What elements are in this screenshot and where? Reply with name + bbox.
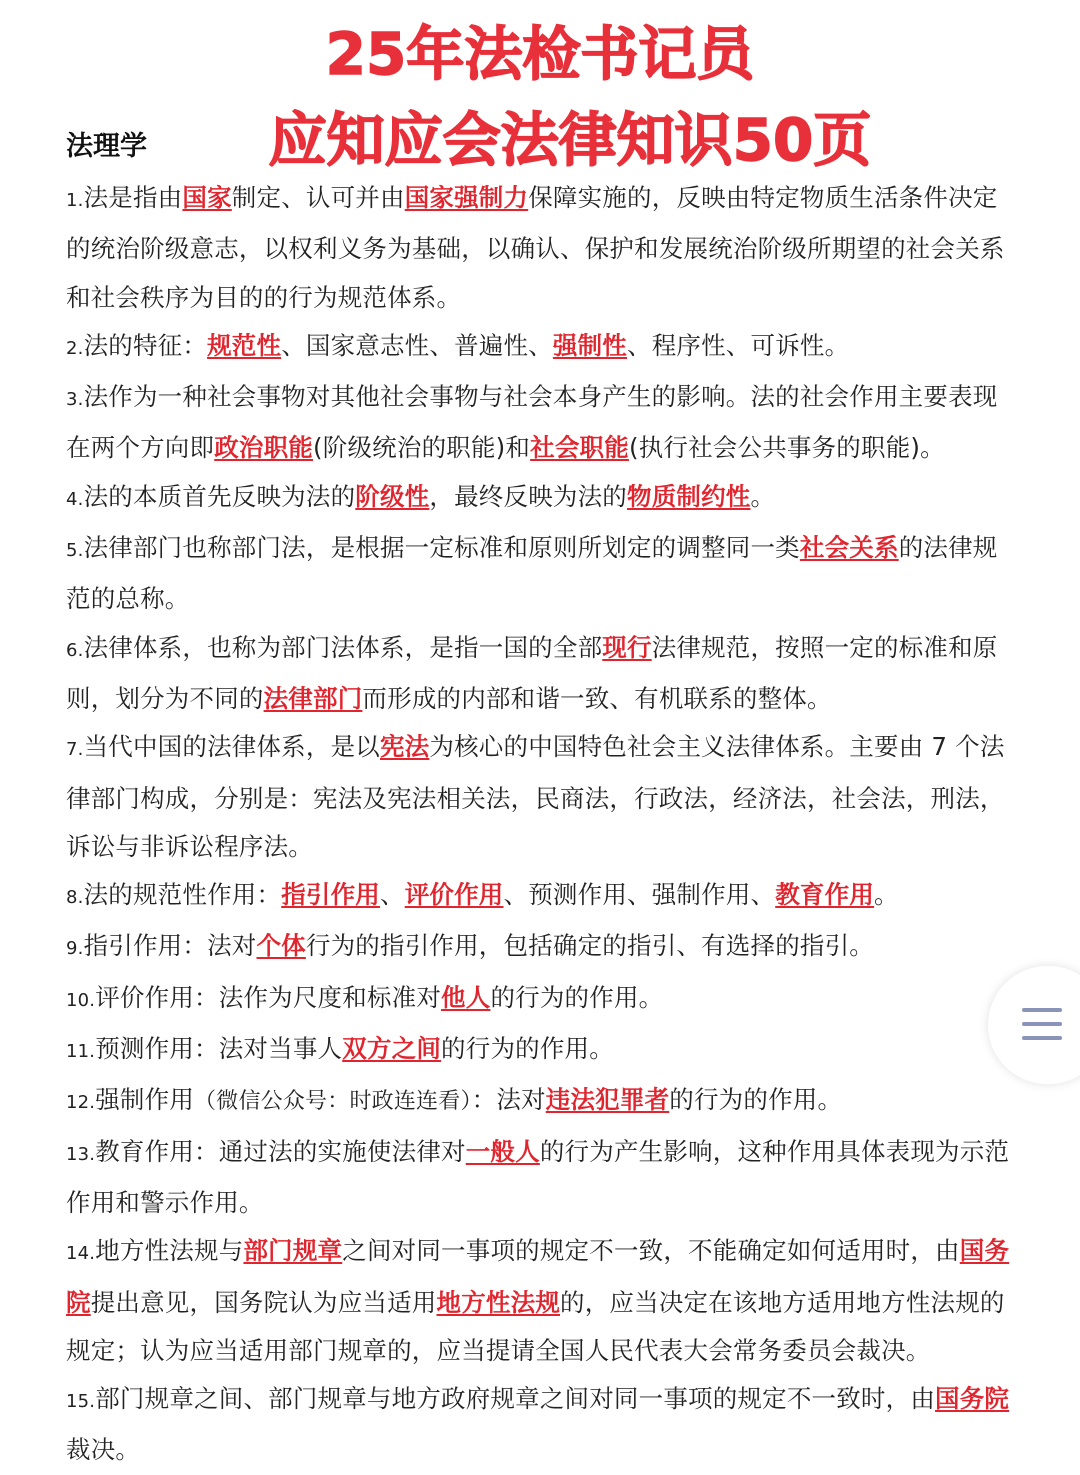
item-text: 。 (874, 880, 899, 910)
highlighted-term: 强制性 (552, 330, 627, 360)
item-text: ，最终反映为法的 (429, 481, 627, 511)
item-number: 13. (66, 1143, 96, 1165)
item-text: 、程序性、可诉性。 (627, 330, 850, 360)
list-item (66, 1076, 1021, 1127)
highlighted-term: 社会关系 (799, 533, 899, 563)
item-text: 裁决。 (66, 1435, 141, 1465)
list-item (66, 922, 1021, 973)
list-item (66, 624, 1021, 724)
item-text: 法的本质首先反映为法的 (83, 481, 356, 511)
source-note: （微信公众号：时政连连看） (194, 1089, 472, 1115)
item-text: 法律部门也称部门法，是根据一定标准和原则所划定的调整同一类 (83, 533, 800, 563)
highlighted-term: 现行 (602, 632, 652, 662)
list-item (66, 871, 1021, 922)
highlighted-term: 阶级性 (355, 481, 430, 511)
item-text: 预测作用：法对当事人 (95, 1034, 343, 1064)
list-item (66, 524, 1021, 624)
item-text: 法律规范，按照一定的标准和原则，划分为不同的 (66, 632, 998, 713)
list-item (66, 373, 1021, 473)
item-text: 法是指由 (83, 183, 183, 212)
item-text: 评价作用：法作为尺度和标准对 (95, 982, 442, 1012)
item-text: ：法对 (471, 1085, 546, 1115)
item-text: 保障实施的，反映由特定物质生活条件决定的统治阶级意志，以权利义务为基础，以确认、保护和发展统治阶级所期望的社会关系和社会秩序为目的的行为规范体系。 (66, 183, 1005, 312)
page-title: 25年法检书记员 (325, 20, 755, 88)
item-text: 法的特征： (83, 330, 208, 360)
list-item (66, 1375, 1021, 1475)
item-text: 法的规范性作用： (83, 880, 282, 910)
item-text: 的法律规范的总称。 (66, 533, 998, 614)
list-item (66, 473, 1021, 524)
item-number: 12. (66, 1092, 96, 1114)
highlighted-term: 宪法 (379, 732, 430, 762)
item-text: 的行为产生影响，这种作用具体表现为示范作用和警示作用。 (66, 1136, 1010, 1217)
item-number: 4. (66, 488, 84, 510)
item-number: 5. (66, 540, 84, 562)
highlighted-term: 国家 (182, 183, 232, 212)
item-number: 8. (66, 887, 84, 909)
item-text: 。 (750, 481, 776, 511)
item-text: 教育作用：通过法的实施使法律对 (95, 1136, 466, 1166)
list-item (66, 174, 1021, 322)
highlighted-term: 评价作用 (404, 880, 504, 910)
item-text: (执行社会公共事务的职能)。 (628, 433, 945, 463)
item-number: 11. (66, 1041, 96, 1063)
highlighted-term: 法律部门 (263, 683, 363, 713)
item-text: 而形成的内部和谐一致、有机联系的整体。 (362, 683, 832, 713)
article-body (66, 174, 1021, 1475)
item-text: 法作为一种社会事物对其他社会事物与社会本身产生的影响。法的社会作用主要表现在两个方向即 (66, 382, 998, 463)
highlighted-term: 个体 (256, 931, 306, 961)
item-text: 的行为的作用。 (490, 982, 664, 1012)
item-text: 地方性法规与 (95, 1236, 244, 1266)
highlighted-term: 他人 (441, 982, 491, 1012)
item-text: 当代中国的法律体系，是以 (83, 732, 380, 762)
item-text: 为核心的中国特色社会主义法律体系。主要由 7 个法律部门构成，分别是：宪法及宪法相关法，民商法，行政法，经济法，社会法，刑法，诉讼与非诉讼程序法。 (66, 732, 1005, 861)
item-text: 制定、认可并由 (231, 183, 405, 212)
item-text: 、国家意志性、普遍性、 (281, 330, 553, 360)
highlighted-term: 指引作用 (281, 880, 380, 910)
highlighted-term: 社会职能 (530, 433, 629, 463)
item-text: 之间对同一事项的规定不一致，不能确定如何适用时，由 (342, 1236, 960, 1266)
section-heading: 法理学 (66, 131, 147, 162)
item-number: 14. (66, 1243, 96, 1265)
item-number: 10. (66, 989, 96, 1011)
highlighted-term: 国家强制力 (404, 183, 529, 212)
item-text: 、 (380, 880, 405, 910)
highlighted-term: 教育作用 (775, 880, 875, 910)
highlighted-term: 规范性 (207, 330, 282, 360)
list-item (66, 1227, 1021, 1375)
item-number: 7. (66, 739, 84, 761)
item-text: (阶级统治的职能)和 (313, 433, 531, 463)
item-number: 3. (66, 389, 84, 411)
item-text: 行为的指引作用，包括确定的指引、有选择的指引。 (305, 931, 874, 961)
item-number: 15. (66, 1391, 96, 1413)
page-subtitle: 应知应会法律知识50页 (268, 106, 872, 174)
item-text: 部门规章之间、部门规章与地方政府规章之间对同一事项的规定不一致时，由 (95, 1384, 936, 1414)
item-number: 6. (66, 639, 84, 661)
highlighted-term: 国务院 (66, 1236, 1010, 1317)
item-text: 强制作用 (95, 1085, 195, 1115)
item-number: 1. (66, 190, 84, 211)
item-text: 的，应当决定在该地方适用地方性法规的规定；认为应当适用部门规章的，应当提请全国人民代表大会常务委员会裁决。 (66, 1287, 1005, 1365)
highlighted-term: 国务院 (935, 1384, 1010, 1414)
list-item (66, 1025, 1021, 1076)
highlighted-term: 双方之间 (342, 1034, 442, 1064)
item-text: 提出意见，国务院认为应当适用 (90, 1287, 437, 1317)
item-text: 、预测作用、强制作用、 (503, 880, 776, 910)
highlighted-term: 一般人 (465, 1136, 540, 1166)
item-text: 的行为的作用。 (669, 1085, 843, 1115)
highlighted-term: 地方性法规 (436, 1287, 561, 1317)
list-item (66, 974, 1021, 1025)
item-number: 2. (66, 337, 84, 359)
list-item (66, 1128, 1021, 1228)
highlighted-term: 政治职能 (214, 433, 314, 463)
list-item (66, 723, 1021, 871)
item-text: 指引作用：法对 (83, 931, 257, 961)
item-text: 的行为的作用。 (441, 1034, 614, 1064)
highlighted-term: 违法犯罪者 (545, 1085, 670, 1115)
list-item (66, 322, 1021, 373)
item-number: 9. (66, 938, 84, 960)
highlighted-term: 物质制约性 (627, 481, 751, 511)
item-text: 法律体系，也称为部门法体系，是指一国的全部 (83, 632, 603, 662)
highlighted-term: 部门规章 (243, 1236, 343, 1266)
